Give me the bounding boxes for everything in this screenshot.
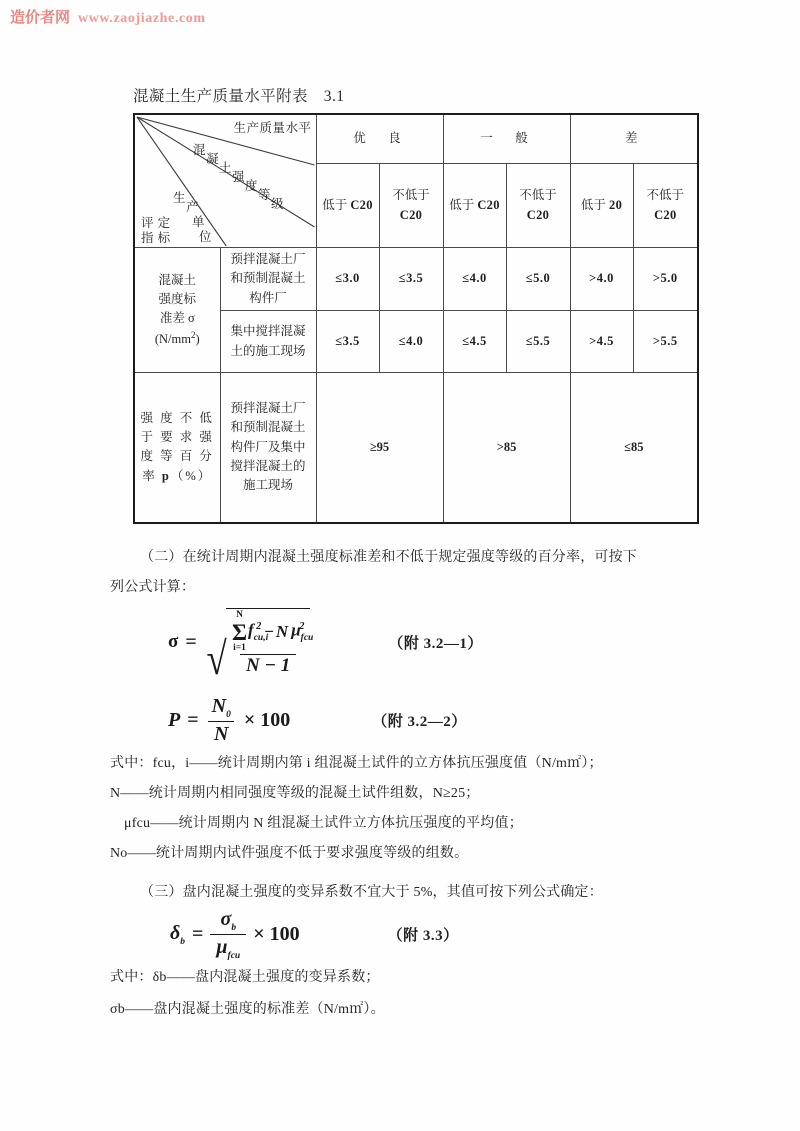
row-unit-label-precast-plant: 预拌混凝土厂 和预制混凝土 构件厂: [220, 248, 316, 311]
paragraph-two-line2: 列公式计算：: [110, 580, 196, 595]
corner-label-quality-level: 生产质量水平: [233, 121, 312, 135]
formula-sigma-denominator: N − 1: [240, 654, 296, 677]
definition-sigma-b: σb——盘内混凝土强度的标准差（N/m㎡）。: [110, 1002, 385, 1017]
formula-p-denominator: N: [208, 721, 234, 745]
formula-sigma-expression: σ = √ N Σ i=1 $f_{cu,i}^2$ − N $\mu_{fcu}^2$ N − 1: [168, 610, 314, 685]
formula-p-tag: （附 3.2—2）: [372, 713, 467, 730]
cell-sigma-r1-c6: >5.0: [633, 248, 698, 311]
group-header-average: 一 般: [443, 114, 570, 164]
formula-sigma-radical: √ N Σ i=1 $f_{cu,i}^2$ − N $\mu_{fcu}^2$ N − 1: [206, 610, 314, 685]
sub-header-3: 低于 C20: [443, 164, 506, 248]
watermark-url: www.zaojiazhe.com: [78, 11, 206, 26]
formula-sigma-tag: （附 3.2—1）: [388, 635, 483, 652]
cell-percentage-excellent: ≥95: [316, 373, 443, 523]
cell-sigma-r1-c2: ≤3.5: [379, 248, 443, 311]
formula-sigma-sum-lower: i=1: [233, 642, 246, 653]
cell-sigma-r1-c3: ≤4.0: [443, 248, 506, 311]
table-row-percentage: [134, 373, 698, 523]
corner-label-evaluation-index-line1: 评 定: [141, 216, 171, 231]
definition-mu-fcu: μfcu——统计周期内 N 组混凝土试件立方体抗压强度的平均值；: [124, 816, 523, 831]
quality-level-table: [133, 113, 697, 524]
definition-n0: No——统计周期内试件强度不低于要求强度等级的组数。: [110, 846, 469, 861]
row-unit-label-mixing-site: 集中搅拌混凝 土的施工现场: [220, 311, 316, 373]
formula-p: [168, 695, 467, 745]
cell-sigma-r1-c4: ≤5.0: [506, 248, 570, 311]
formula-p-times: × 100: [243, 708, 291, 731]
paragraph-three: （三）盘内混凝土强度的变异系数不宜大于 5%，其值可按下列公式确定：: [140, 885, 603, 900]
formula-sigma: [168, 608, 483, 685]
formula-p-expression: P = $\frac{N_0}{N}$ × 100: [168, 695, 291, 746]
cell-sigma-r2-c5: >4.5: [570, 311, 633, 373]
cell-percentage-poor: ≤85: [570, 373, 698, 523]
table-header-row-groups: [134, 114, 698, 164]
cell-sigma-r2-c1: ≤3.5: [316, 311, 379, 373]
row-index-label-percentage: 强 度 不 低 于 要 求 强 度 等 百 分 率 p（%）: [134, 373, 220, 523]
cell-sigma-r2-c2: ≤4.0: [379, 311, 443, 373]
paragraph-two-line1: （二）在统计周期内混凝土强度标准差和不低于规定强度等级的百分率，可按下: [140, 550, 637, 565]
definition-n: N——统计周期内相同强度等级的混凝土试件组数，N≥25；: [110, 786, 480, 801]
sub-header-4: 不低于 C20: [506, 164, 570, 248]
formula-sigma-sum-upper: N: [236, 610, 243, 620]
cell-sigma-r2-c6: >5.5: [633, 311, 698, 373]
sub-header-5: 低于 20: [570, 164, 633, 248]
cell-percentage-average: >85: [443, 373, 570, 523]
sub-header-2: 不低于 C20: [379, 164, 443, 248]
cell-sigma-r2-c3: ≤4.5: [443, 311, 506, 373]
cell-sigma-r1-c5: >4.0: [570, 248, 633, 311]
sub-header-1: 低于 C20: [316, 164, 379, 248]
corner-label-evaluation-index-line2: 指 标: [141, 230, 171, 245]
formula-delta-b: [170, 908, 459, 962]
corner-diagonal-header: 生产质量水平 混 凝 土 强 度 等 级 生 产 单 位 评 定 指 标: [134, 114, 316, 248]
page-title: 混凝土生产质量水平附表 3.1: [133, 88, 345, 105]
group-header-poor: 差: [570, 114, 698, 164]
definition-delta-b: 式中：δb——盘内混凝土强度的变异系数；: [110, 970, 380, 985]
formula-delta-b-times: × 100: [253, 923, 300, 946]
formula-delta-b-tag: （附 3.3）: [387, 928, 459, 945]
definition-fcu: 式中：fcu，i——统计周期内第 i 组混凝土试件的立方体抗压强度值（N/m㎡）；: [110, 756, 603, 771]
group-header-excellent: 优 良: [316, 114, 443, 164]
formula-p-lhs: P: [168, 708, 181, 731]
cell-sigma-r2-c4: ≤5.5: [506, 311, 570, 373]
sub-header-6: 不低于 C20: [633, 164, 698, 248]
cell-sigma-r1-c1: ≤3.0: [316, 248, 379, 311]
row-unit-label-all-plants: 预拌混凝土厂 和预制混凝土 构件厂及集中 搅拌混凝土的 施工现场: [220, 373, 316, 523]
watermark-site-name: 造价者网: [10, 10, 71, 26]
row-index-label-sigma: 混凝土 强度标 准差 σ $(N/mm^2)$: [134, 248, 220, 373]
site-watermark: [10, 6, 206, 27]
table-row-sigma-precast: [134, 248, 698, 311]
corner-label-evaluation-index: [141, 216, 171, 245]
formula-delta-b-expression: $\delta_b$ = $\frac{\sigma_b}{\mu_{fcu}}$ × 100: [170, 908, 300, 962]
